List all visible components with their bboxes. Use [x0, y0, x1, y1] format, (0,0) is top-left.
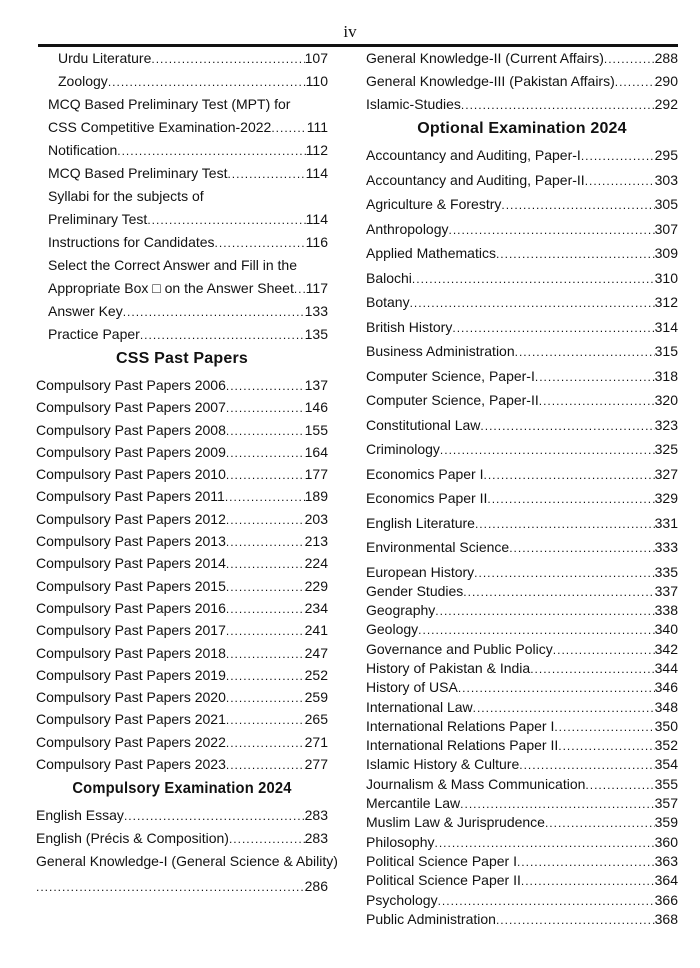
entry-page: 283 [304, 807, 328, 824]
dot-leader [581, 149, 655, 163]
entry-page: 314 [654, 318, 678, 335]
toc-entry[interactable] [366, 539, 678, 555]
dot-leader [36, 880, 305, 894]
toc-entry[interactable] [48, 234, 328, 250]
dot-leader [226, 468, 305, 482]
entry-page: 340 [654, 621, 678, 638]
dot-leader [225, 490, 305, 504]
entry-page: 312 [654, 294, 678, 310]
dot-leader [449, 223, 655, 237]
dot-leader [418, 623, 654, 637]
section-heading-compulsory: Compulsory Examination 2024 [72, 780, 292, 798]
dot-leader [226, 580, 305, 594]
entry-page: 164 [304, 443, 328, 460]
entry-title-line: General Knowledge-I (General Science & Ability) [36, 853, 338, 870]
entry-title: International Relations Paper II [366, 737, 559, 754]
entry-page: 303 [654, 171, 678, 188]
toc-entry[interactable] [366, 679, 678, 695]
entry-page: 329 [654, 490, 678, 506]
toc-entry[interactable] [58, 73, 328, 89]
entry-title: Business Administration [366, 343, 515, 359]
toc-entry[interactable] [36, 488, 328, 504]
toc-entry[interactable] [366, 172, 678, 188]
entry-page: 247 [304, 644, 328, 661]
toc-entry[interactable] [366, 147, 678, 163]
entry-page: 259 [304, 689, 328, 706]
dot-leader [539, 394, 655, 408]
entry-page: 252 [304, 666, 328, 683]
entry-page: 327 [654, 465, 678, 482]
entry-title-line: Preliminary Test [48, 211, 148, 227]
dot-leader [460, 797, 654, 811]
entry-title: Compulsory Past Papers 2015 [36, 577, 226, 594]
entry-page: 335 [654, 563, 678, 580]
dot-leader [117, 144, 305, 158]
entry-title: Answer Key [48, 303, 123, 319]
dot-leader [519, 758, 654, 772]
entry-title: Compulsory Past Papers 2013 [36, 533, 226, 550]
toc-entry[interactable] [366, 756, 678, 772]
dot-leader [535, 370, 655, 384]
entry-title: Compulsory Past Papers 2021 [36, 711, 226, 728]
entry-title: Balochi [366, 269, 412, 286]
entry-page: 359 [654, 814, 678, 831]
toc-entry[interactable] [366, 892, 678, 908]
dot-leader [226, 379, 305, 393]
entry-page: 271 [304, 733, 328, 750]
toc-entry[interactable] [48, 165, 328, 181]
dot-leader [123, 305, 305, 319]
entry-title: Compulsory Past Papers 2007 [36, 399, 226, 416]
entry-page: 368 [654, 910, 678, 927]
entry-page: 295 [654, 147, 678, 163]
dot-leader [294, 282, 306, 296]
toc-entry[interactable] [366, 602, 678, 618]
dot-leader [438, 894, 655, 908]
toc-entry[interactable] [366, 96, 678, 112]
dot-leader [487, 492, 654, 506]
entry-title-line: Appropriate Box □ on the Answer Sheet [48, 280, 294, 296]
entry-page: 318 [654, 367, 678, 384]
dot-leader [147, 213, 305, 227]
entry-title: Compulsory Past Papers 2011 [36, 488, 225, 505]
entry-page: 110 [305, 73, 328, 89]
entry-title: English (Précis & Composition) [36, 830, 229, 847]
entry-page: 305 [654, 196, 678, 212]
entry-title: International Relations Paper I [366, 717, 555, 734]
toc-entry[interactable] [48, 142, 328, 158]
entry-title: Philosophy [366, 833, 435, 850]
dot-leader [435, 836, 655, 850]
entry-title: Compulsory Past Papers 2009 [36, 443, 226, 460]
entry-title: Political Science Paper I [366, 852, 517, 869]
toc-entry[interactable] [366, 795, 678, 811]
toc-entry[interactable] [36, 377, 328, 393]
entry-title: Economics Paper I [366, 465, 484, 482]
entry-title: Anthropology [366, 220, 449, 237]
entry-title: Public Administration [366, 910, 496, 927]
dot-leader [226, 446, 305, 460]
entry-title: Constitutional Law [366, 416, 481, 433]
entry-title: Compulsory Past Papers 2018 [36, 644, 226, 661]
dot-leader [226, 713, 305, 727]
toc-entry[interactable] [36, 600, 328, 616]
toc-entry[interactable] [366, 490, 678, 506]
entry-title: Compulsory Past Papers 2016 [36, 599, 226, 616]
toc-list-top [36, 50, 328, 89]
entry-page: 331 [654, 514, 678, 531]
dot-leader [530, 662, 654, 676]
toc-entry[interactable] [366, 368, 678, 384]
entry-page: 283 [304, 830, 328, 847]
entry-title: Islamic-Studies [366, 96, 461, 112]
toc-entry[interactable] [366, 872, 678, 888]
toc-entry[interactable] [366, 392, 678, 408]
toc-entry[interactable] [366, 911, 678, 927]
entry-title: English Essay [36, 807, 124, 824]
entry-page: 229 [304, 577, 328, 594]
entry-title: Compulsory Past Papers 2014 [36, 555, 226, 572]
dot-leader [226, 535, 305, 549]
toc-entry[interactable] [366, 466, 678, 482]
toc-entry[interactable] [36, 533, 328, 549]
toc-entry[interactable] [366, 814, 678, 830]
entry-page: 333 [654, 539, 678, 555]
entry-title: Notification [48, 142, 118, 158]
toc-entry[interactable] [36, 689, 328, 705]
page-number: iv [343, 22, 357, 41]
entry-title: Compulsory Past Papers 2020 [36, 689, 226, 706]
entry-page: 111 [306, 119, 328, 135]
dot-leader [461, 98, 655, 112]
toc-entry-syllabi[interactable] [48, 188, 328, 227]
entry-title: Accountancy and Auditing, Paper-II [366, 171, 585, 188]
toc-entry[interactable] [36, 645, 328, 661]
dot-leader [558, 739, 654, 753]
dot-leader [484, 468, 655, 482]
entry-page: 355 [654, 775, 678, 792]
entry-page: 155 [304, 421, 328, 438]
dot-leader [545, 816, 655, 830]
dot-leader [226, 424, 305, 438]
dot-leader [585, 174, 655, 188]
toc-entry[interactable] [366, 221, 678, 237]
entry-page: 292 [654, 96, 678, 112]
entry-title-line: Syllabi for the subjects of [48, 188, 204, 204]
entry-title: Compulsory Past Papers 2012 [36, 510, 226, 527]
toc-entry[interactable] [366, 834, 678, 850]
entry-title: Agriculture & Forestry [366, 196, 502, 212]
dot-leader [229, 832, 305, 846]
toc-list-optional-continued [366, 564, 678, 927]
toc-list-optional [366, 147, 678, 555]
toc-list-past-papers [36, 377, 328, 772]
dot-leader [412, 272, 655, 286]
entry-page: 310 [654, 269, 678, 286]
entry-title: General Knowledge-II (Current Affairs) [366, 50, 604, 66]
dot-leader [226, 401, 305, 415]
entry-page: 346 [654, 679, 678, 696]
dot-leader [226, 557, 305, 571]
entry-title: Psychology [366, 891, 438, 908]
dot-leader [226, 736, 305, 750]
entry-title: European History [366, 563, 475, 580]
toc-entry[interactable] [366, 718, 678, 734]
entry-page: 241 [304, 622, 328, 639]
entry-page: 286 [304, 878, 328, 895]
entry-page: 360 [654, 833, 678, 850]
toc-list-general-knowledge [366, 50, 678, 112]
entry-title: MCQ Based Preliminary Test [48, 165, 228, 181]
entry-page: 325 [654, 441, 678, 457]
dot-leader [226, 669, 305, 683]
dot-leader [553, 643, 655, 657]
dot-leader [515, 345, 655, 359]
toc-entry[interactable] [366, 196, 678, 212]
entry-page: 357 [654, 795, 678, 812]
entry-title: Accountancy and Auditing, Paper-I [366, 147, 581, 163]
entry-page: 135 [304, 326, 328, 342]
toc-right-column [366, 50, 678, 930]
entry-title: Compulsory Past Papers 2022 [36, 733, 226, 750]
entry-title: Gender Studies [366, 582, 464, 599]
toc-entry[interactable] [36, 807, 328, 823]
entry-title: History of Pakistan & India [366, 659, 531, 676]
entry-title: English Literature [366, 514, 475, 531]
toc-entry[interactable] [366, 699, 678, 715]
entry-page: 290 [654, 73, 678, 89]
dot-leader [585, 778, 654, 792]
entry-page: 350 [654, 717, 678, 734]
entry-title: Economics Paper II [366, 490, 488, 506]
toc-entry[interactable] [366, 621, 678, 637]
dot-leader [474, 566, 654, 580]
entry-title: Instructions for Candidates [48, 234, 215, 250]
entry-title: Criminology [366, 441, 440, 457]
toc-entry[interactable] [36, 422, 328, 438]
dot-leader [226, 758, 305, 772]
dot-leader [521, 874, 655, 888]
toc-entry[interactable] [366, 641, 678, 657]
toc-entry[interactable] [366, 660, 678, 676]
entry-page: 307 [654, 220, 678, 237]
dot-leader [475, 517, 655, 531]
dot-leader [226, 691, 305, 705]
toc-entry-gk1[interactable] [36, 853, 338, 895]
entry-title: Computer Science, Paper-II [366, 392, 539, 408]
entry-title: International Law [366, 698, 473, 715]
dot-leader [615, 75, 655, 89]
entry-page: 354 [654, 756, 678, 773]
entry-title: Botany [366, 294, 410, 310]
toc-entry-mpt[interactable] [48, 96, 328, 135]
entry-page: 114 [305, 165, 328, 181]
toc-list-mpt [36, 96, 328, 342]
toc-entry[interactable] [36, 711, 328, 727]
dot-leader [226, 602, 305, 616]
entry-title: Compulsory Past Papers 2019 [36, 666, 226, 683]
entry-page: 117 [305, 280, 328, 296]
entry-page: 265 [304, 711, 328, 728]
toc-left-column [36, 50, 338, 901]
dot-leader [271, 121, 306, 135]
entry-title: Mercantile Law [366, 795, 461, 812]
dot-leader [604, 52, 655, 66]
entry-title: Computer Science, Paper-I [366, 367, 535, 384]
entry-title: Zoology [58, 73, 108, 89]
entry-title: Practice Paper [48, 326, 140, 342]
dot-leader [517, 855, 655, 869]
dot-leader [226, 513, 305, 527]
toc-entry[interactable] [366, 515, 678, 531]
dot-leader [410, 296, 655, 310]
entry-title: Compulsory Past Papers 2017 [36, 622, 226, 639]
entry-title: Islamic History & Culture [366, 756, 520, 773]
entry-title: Environmental Science [366, 539, 510, 555]
toc-entry[interactable] [366, 50, 678, 66]
toc-entry[interactable] [36, 734, 328, 750]
entry-title: Compulsory Past Papers 2008 [36, 421, 226, 438]
toc-entry[interactable] [36, 622, 328, 638]
toc-entry[interactable] [48, 303, 328, 319]
entry-title-line: Select the Correct Answer and Fill in the [48, 257, 298, 273]
dot-leader [226, 647, 305, 661]
entry-page: 337 [654, 582, 678, 599]
toc-list-compulsory [36, 807, 338, 895]
entry-title: Compulsory Past Papers 2006 [36, 377, 226, 393]
entry-page: 348 [654, 698, 678, 715]
entry-page: 366 [654, 891, 678, 908]
entry-page: 364 [654, 872, 678, 889]
dot-leader [151, 52, 304, 66]
entry-page: 107 [304, 50, 328, 66]
toc-entry[interactable] [36, 667, 328, 683]
toc-entry[interactable] [366, 294, 678, 310]
entry-title: Journalism & Mass Communication [366, 775, 586, 792]
entry-title: Urdu Literature [58, 50, 152, 66]
entry-title: Geography [366, 602, 436, 619]
dot-leader [140, 328, 305, 342]
entry-title: Governance and Public Policy [366, 640, 553, 657]
entry-page: 234 [304, 599, 328, 616]
dot-leader [227, 167, 305, 181]
entry-title: Muslim Law & Jurisprudence [366, 814, 545, 831]
entry-title: Compulsory Past Papers 2010 [36, 466, 226, 483]
dot-leader [226, 624, 305, 638]
dot-leader [440, 443, 655, 457]
entry-page: 277 [304, 756, 328, 773]
entry-page: 189 [304, 488, 328, 505]
entry-page: 177 [304, 466, 328, 483]
entry-page: 116 [305, 234, 328, 250]
dot-leader [496, 913, 655, 927]
toc-entry[interactable] [58, 50, 328, 66]
dot-leader [473, 701, 655, 715]
entry-page: 112 [305, 142, 328, 158]
entry-page: 363 [654, 852, 678, 869]
toc-entry[interactable] [366, 245, 678, 261]
toc-entry[interactable] [36, 578, 328, 594]
dot-leader [108, 75, 306, 89]
toc-entry[interactable] [36, 555, 328, 571]
toc-entry[interactable] [36, 756, 328, 772]
toc-entry[interactable] [366, 853, 678, 869]
dot-leader [496, 247, 655, 261]
entry-page: 338 [654, 602, 678, 619]
toc-entry[interactable] [36, 830, 328, 846]
toc-entry[interactable] [36, 444, 328, 460]
entry-page: 146 [304, 399, 328, 416]
entry-title: Political Science Paper II [366, 872, 521, 889]
entry-page: 323 [654, 416, 678, 433]
toc-entry[interactable] [366, 319, 678, 335]
section-heading-optional: Optional Examination 2024 [417, 120, 627, 137]
entry-page: 203 [304, 510, 328, 527]
toc-entry[interactable] [36, 399, 328, 415]
entry-page: 352 [654, 737, 678, 754]
dot-leader [435, 604, 654, 618]
toc-entry[interactable] [366, 564, 678, 580]
entry-page: 213 [304, 533, 328, 550]
toc-entry[interactable] [48, 326, 328, 342]
dot-leader [452, 321, 654, 335]
header-rule [38, 44, 678, 47]
toc-entry[interactable] [366, 343, 678, 359]
entry-title: History of USA [366, 679, 458, 696]
toc-entry[interactable] [366, 417, 678, 433]
dot-leader [124, 809, 305, 823]
entry-page: 315 [654, 343, 678, 359]
entry-page: 133 [304, 303, 328, 319]
entry-page: 342 [654, 640, 678, 657]
entry-page: 288 [654, 50, 678, 66]
entry-title: British History [366, 318, 453, 335]
dot-leader [463, 585, 654, 599]
toc-entry[interactable] [366, 737, 678, 753]
toc-entry[interactable] [36, 511, 328, 527]
entry-title: Applied Mathematics [366, 245, 496, 261]
section-heading-css-past-papers: CSS Past Papers [116, 350, 248, 367]
dot-leader [501, 198, 654, 212]
dot-leader [215, 236, 306, 250]
toc-entry[interactable] [366, 73, 678, 89]
entry-title: Geology [366, 621, 419, 638]
toc-entry[interactable] [366, 270, 678, 286]
toc-entry[interactable] [36, 466, 328, 482]
dot-leader [554, 720, 654, 734]
toc-entry[interactable] [366, 776, 678, 792]
dot-leader [480, 419, 654, 433]
entry-page: 344 [654, 659, 678, 676]
toc-entry[interactable] [366, 583, 678, 599]
entry-title-line: CSS Competitive Examination-2022 [48, 119, 272, 135]
entry-title: Compulsory Past Papers 2023 [36, 756, 226, 773]
entry-page: 137 [304, 377, 328, 393]
toc-entry[interactable] [366, 441, 678, 457]
entry-title: General Knowledge-III (Pakistan Affairs) [366, 73, 615, 89]
dot-leader [509, 541, 654, 555]
dot-leader [458, 681, 655, 695]
toc-entry-select[interactable] [48, 257, 328, 296]
entry-page: 309 [654, 245, 678, 261]
entry-title-line: MCQ Based Preliminary Test (MPT) for [48, 96, 291, 112]
entry-page: 114 [305, 211, 328, 227]
entry-page: 320 [654, 392, 678, 408]
entry-page: 224 [304, 555, 328, 572]
